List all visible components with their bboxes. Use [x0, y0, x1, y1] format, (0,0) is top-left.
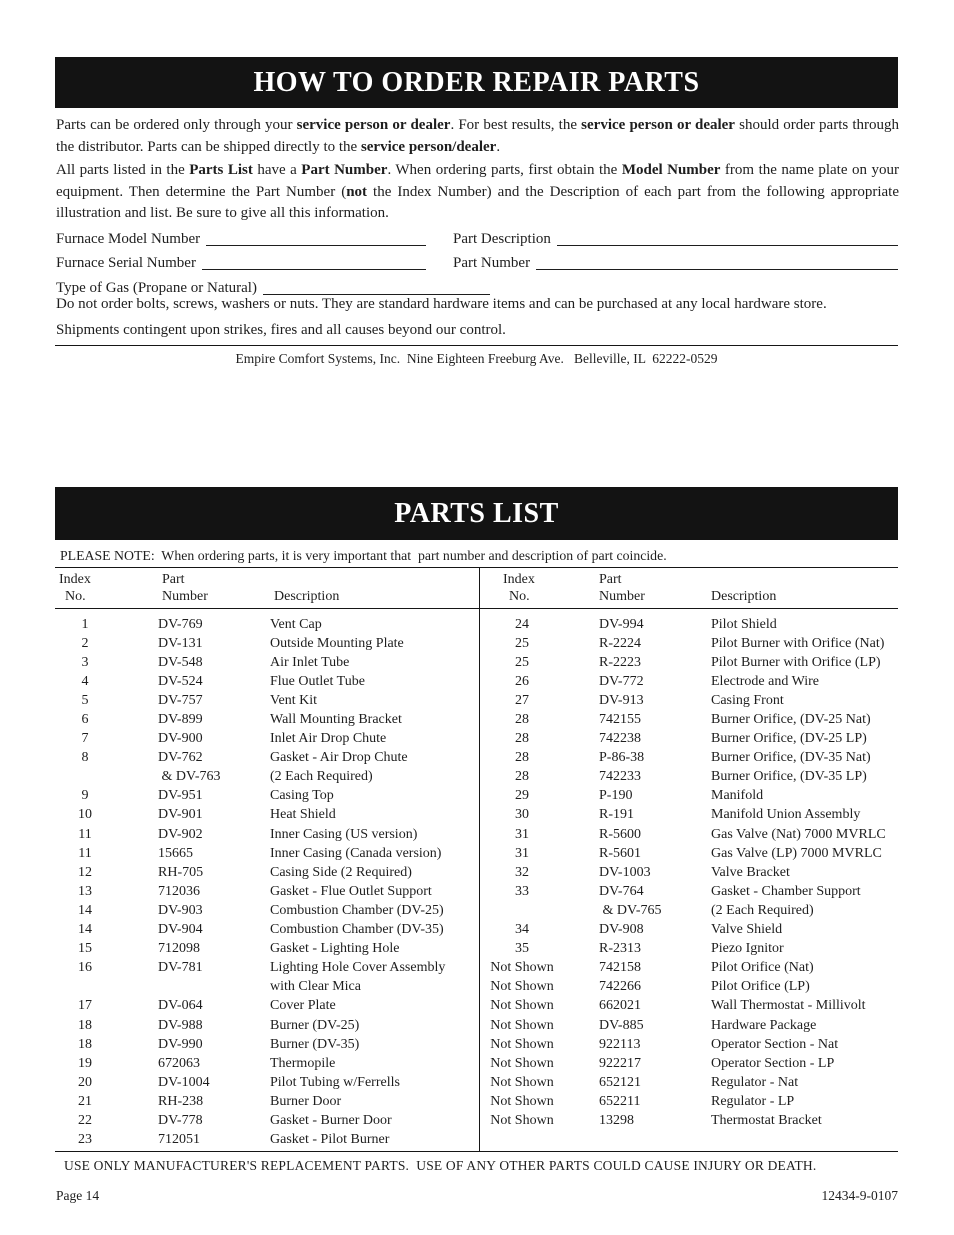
- part-description: Wall Thermostat - Millivolt: [711, 998, 866, 1014]
- parts-row: [55, 825, 479, 844]
- part-index: 9: [81, 788, 89, 804]
- part-index: 25: [515, 654, 529, 670]
- gas-type-blank: [263, 293, 490, 295]
- part-description: Gasket - Burner Door: [270, 1112, 392, 1128]
- parts-row: [480, 634, 898, 653]
- part-number: DV-990: [158, 1036, 203, 1052]
- part-description: Pilot Orifice (LP): [711, 979, 810, 995]
- parts-row: [480, 1073, 898, 1092]
- parts-row: [480, 787, 898, 806]
- part-description: Combustion Chamber (DV-35): [270, 922, 444, 938]
- parts-row: [480, 844, 898, 863]
- part-description: Lighting Hole Cover Assembly: [270, 960, 446, 976]
- replacement-parts-warning: USE ONLY MANUFACTURER'S REPLACEMENT PARTS. USE OF ANY OTHER PARTS COULD CAUSE INJURY OR DEATH.: [64, 1158, 817, 1173]
- parts-row: [55, 1073, 479, 1092]
- part-index: 11: [78, 826, 92, 842]
- part-number: 742155: [599, 712, 641, 728]
- parts-row: [480, 672, 898, 691]
- part-description: Piezo Ignitor: [711, 941, 784, 957]
- part-index: 4: [81, 673, 89, 689]
- part-description: (2 Each Required): [711, 902, 814, 918]
- part-number: R-191: [599, 807, 634, 823]
- part-number: DV-064: [158, 998, 203, 1014]
- part-index: 30: [515, 807, 529, 823]
- parts-row: [480, 1092, 898, 1111]
- intro-paragraph-2: [56, 160, 899, 225]
- parts-row: [480, 768, 898, 787]
- part-number: DV-524: [158, 673, 203, 689]
- part-description-blank: [557, 244, 898, 246]
- parts-row: [480, 730, 898, 749]
- form-row-3: [56, 272, 898, 297]
- part-number: DV-951: [158, 788, 203, 804]
- part-number: DV-903: [158, 902, 203, 918]
- part-number: 712051: [158, 1132, 200, 1148]
- parts-table-left-body: [55, 609, 479, 1150]
- text-segment: service person or dealer: [581, 117, 735, 133]
- parts-row: [55, 787, 479, 806]
- part-index: 21: [78, 1093, 92, 1109]
- part-number: 742233: [599, 769, 641, 785]
- part-description: (2 Each Required): [270, 769, 373, 785]
- part-number: DV-764: [599, 883, 644, 899]
- part-description: Gasket - Lighting Hole: [270, 941, 400, 957]
- parts-row: [480, 863, 898, 882]
- part-description: Combustion Chamber (DV-25): [270, 902, 444, 918]
- parts-row: [55, 997, 479, 1016]
- document-number: 12434-9-0107: [821, 1188, 898, 1203]
- parts-row: [55, 1035, 479, 1054]
- index-header: Index No.: [503, 572, 535, 604]
- parts-row: [55, 806, 479, 825]
- parts-row: [55, 863, 479, 882]
- part-description: Manifold Union Assembly: [711, 807, 861, 823]
- part-description: Vent Cap: [270, 616, 322, 632]
- part-description: Operator Section - Nat: [711, 1036, 839, 1052]
- part-index: 28: [515, 712, 529, 728]
- parts-row: [480, 806, 898, 825]
- part-number: 672063: [158, 1055, 200, 1071]
- part-index: 17: [78, 998, 92, 1014]
- order-form: [56, 223, 898, 297]
- part-number: P-86-38: [599, 750, 645, 766]
- part-number: DV-1003: [599, 864, 651, 880]
- text-segment: . When ordering parts, first obtain the: [387, 162, 622, 178]
- part-number: DV-131: [158, 635, 203, 651]
- part-description: Vent Kit: [270, 692, 318, 708]
- part-index: Not Shown: [490, 998, 554, 1014]
- part-index: 11: [78, 845, 92, 861]
- part-description: Pilot Burner with Orifice (LP): [711, 654, 881, 670]
- gas-type-label: Type of Gas (Propane or Natural): [56, 279, 257, 296]
- parts-row: [480, 710, 898, 729]
- parts-row: [55, 882, 479, 901]
- parts-row: [55, 959, 479, 978]
- part-description: Pilot Orifice (Nat): [711, 960, 814, 976]
- part-description: Inlet Air Drop Chute: [270, 731, 387, 747]
- part-number: DV-762: [158, 750, 203, 766]
- parts-row: [55, 978, 479, 997]
- part-index: 5: [81, 692, 89, 708]
- part-index: 14: [78, 922, 92, 938]
- part-number: 742266: [599, 979, 641, 995]
- part-number: 742238: [599, 731, 641, 747]
- part-index: 14: [78, 902, 92, 918]
- parts-row: [480, 825, 898, 844]
- part-index: 25: [515, 635, 529, 651]
- part-index: 28: [515, 731, 529, 747]
- part-description: Thermopile: [270, 1055, 336, 1071]
- parts-row: [55, 730, 479, 749]
- parts-row: [480, 997, 898, 1016]
- part-number: DV-1004: [158, 1074, 210, 1090]
- part-number: DV-885: [599, 1017, 644, 1033]
- furnace-serial-label: Furnace Serial Number: [56, 255, 196, 272]
- text-segment: .: [496, 138, 501, 155]
- parts-table-left-header: [55, 568, 479, 609]
- description-header: Description: [711, 588, 777, 604]
- parts-row: [55, 749, 479, 768]
- parts-table-right-column: [480, 568, 898, 1151]
- parts-row: [55, 615, 479, 634]
- parts-row: [55, 1016, 479, 1035]
- intro-text: [56, 115, 899, 227]
- part-number: DV-994: [599, 616, 644, 632]
- parts-row: [480, 978, 898, 997]
- part-number: 662021: [599, 998, 641, 1014]
- part-description: Electrode and Wire: [711, 673, 820, 689]
- part-number: DV-757: [158, 692, 203, 708]
- how-to-order-title: HOW TO ORDER REPAIR PARTS: [253, 66, 700, 98]
- part-index: 24: [515, 616, 529, 632]
- part-description: Air Inlet Tube: [270, 654, 350, 670]
- parts-row: [480, 1035, 898, 1054]
- text-segment: have a: [252, 162, 302, 178]
- part-number: DV-901: [158, 807, 203, 823]
- part-number: 13298: [599, 1112, 634, 1128]
- part-number: & DV-763: [158, 769, 221, 785]
- part-number: R-5601: [599, 845, 641, 861]
- part-index: 3: [81, 654, 89, 670]
- part-index: 26: [515, 673, 529, 689]
- text-segment: All parts listed in the: [56, 162, 190, 178]
- part-number-blank: [536, 268, 898, 270]
- parts-list-title: PARTS LIST: [394, 497, 559, 529]
- parts-row: [55, 940, 479, 959]
- part-description: Burner Orifice, (DV-35 LP): [711, 769, 867, 785]
- part-number: RH-705: [158, 864, 204, 880]
- part-description: Manifold: [711, 788, 764, 804]
- part-number: R-5600: [599, 826, 641, 842]
- part-description: Gas Valve (Nat) 7000 MVRLC: [711, 826, 886, 842]
- part-index: Not Shown: [490, 960, 554, 976]
- part-index: 15: [78, 941, 92, 957]
- part-index: 31: [515, 845, 529, 861]
- part-description: Wall Mounting Bracket: [270, 712, 402, 728]
- part-number: P-190: [599, 788, 633, 804]
- part-index: 28: [515, 769, 529, 785]
- part-number-header: Part Number: [162, 572, 208, 604]
- part-index: 33: [515, 883, 529, 899]
- parts-row: [480, 691, 898, 710]
- furnace-model-blank: [206, 244, 426, 246]
- parts-table-right-body: [480, 609, 898, 1131]
- part-number: 652211: [599, 1093, 641, 1109]
- text-segment: from the name plate on your equipment. Then determine the Part Number (: [56, 162, 899, 200]
- part-index: 18: [78, 1017, 92, 1033]
- part-description: Valve Bracket: [711, 864, 790, 880]
- parts-row: [480, 653, 898, 672]
- part-description: Valve Shield: [711, 922, 783, 938]
- parts-row: [55, 1131, 479, 1150]
- parts-row: [480, 921, 898, 940]
- part-number: 712036: [158, 883, 200, 899]
- part-number: 922217: [599, 1055, 641, 1071]
- part-number: DV-778: [158, 1112, 203, 1128]
- part-description: Casing Front: [711, 692, 784, 708]
- parts-row: [480, 940, 898, 959]
- parts-table: [55, 567, 898, 1152]
- part-number: 652121: [599, 1074, 641, 1090]
- part-number: DV-908: [599, 922, 644, 938]
- part-description: Gasket - Pilot Burner: [270, 1132, 390, 1148]
- part-index: 6: [81, 712, 89, 728]
- part-number: DV-900: [158, 731, 203, 747]
- furnace-serial-blank: [202, 268, 426, 270]
- part-description: Burner Orifice, (DV-25 LP): [711, 731, 867, 747]
- parts-row: [55, 768, 479, 787]
- text-segment: Model Number: [621, 162, 721, 178]
- part-description: Burner Orifice, (DV-35 Nat): [711, 750, 871, 766]
- part-number: DV-899: [158, 712, 203, 728]
- part-number: 15665: [158, 845, 193, 861]
- parts-row: [55, 691, 479, 710]
- part-index: 12: [78, 864, 92, 880]
- part-description: Gasket - Air Drop Chute: [270, 750, 408, 766]
- part-number: 712098: [158, 941, 200, 957]
- part-description: Burner Door: [270, 1093, 342, 1109]
- parts-row: [480, 901, 898, 920]
- index-header: Index No.: [59, 572, 91, 604]
- parts-row: [480, 749, 898, 768]
- part-number: DV-781: [158, 960, 203, 976]
- please-note: PLEASE NOTE: When ordering parts, it is very important that part number and description of part coincide.: [60, 548, 667, 563]
- part-number-label: Part Number: [453, 255, 531, 272]
- part-index: 22: [78, 1112, 92, 1128]
- parts-row: [55, 921, 479, 940]
- part-index: Not Shown: [490, 1074, 554, 1090]
- part-number: DV-772: [599, 673, 644, 689]
- part-index: Not Shown: [490, 979, 554, 995]
- part-index: Not Shown: [490, 1055, 554, 1071]
- parts-row: [55, 672, 479, 691]
- part-description: Burner (DV-25): [270, 1017, 360, 1033]
- parts-row: [55, 1111, 479, 1130]
- part-number: 742158: [599, 960, 641, 976]
- form-row-1: [56, 223, 898, 248]
- part-description: Hardware Package: [711, 1017, 817, 1033]
- parts-row: [480, 615, 898, 634]
- parts-row: [480, 882, 898, 901]
- part-description: Gas Valve (LP) 7000 MVRLC: [711, 845, 882, 861]
- part-description: Inner Casing (US version): [270, 826, 418, 842]
- parts-list-banner: [55, 487, 898, 540]
- parts-row: [55, 634, 479, 653]
- part-index: 8: [81, 750, 89, 766]
- how-to-order-banner: [55, 57, 898, 108]
- part-index: 18: [78, 1036, 92, 1052]
- part-index: 35: [515, 941, 529, 957]
- part-description: Pilot Shield: [711, 616, 777, 632]
- text-segment: service person/dealer: [360, 138, 497, 155]
- part-description: Operator Section - LP: [711, 1055, 835, 1071]
- part-number: 922113: [599, 1036, 641, 1052]
- part-description-label: Part Description: [453, 230, 551, 247]
- parts-row: [55, 1054, 479, 1073]
- part-description: Inner Casing (Canada version): [270, 845, 442, 861]
- form-row-2: [56, 248, 898, 273]
- part-description: Flue Outlet Tube: [270, 673, 365, 689]
- part-number: R-2313: [599, 941, 641, 957]
- part-number: DV-548: [158, 654, 203, 670]
- part-index: Not Shown: [490, 1017, 554, 1033]
- part-index: 32: [515, 864, 529, 880]
- parts-row: [480, 1054, 898, 1073]
- description-header: Description: [274, 588, 340, 604]
- parts-row: [55, 1092, 479, 1111]
- text-segment: the Index Number) and the Description of each part from the following appropriate illustration and list. Be sure to give all this information.: [56, 183, 899, 221]
- part-number: DV-913: [599, 692, 644, 708]
- text-segment: not: [346, 183, 368, 200]
- parts-row: [55, 653, 479, 672]
- part-number: R-2223: [599, 654, 641, 670]
- furnace-model-label: Furnace Model Number: [56, 230, 201, 247]
- part-number-header: Part Number: [599, 572, 645, 604]
- part-index: 28: [515, 750, 529, 766]
- text-segment: should order parts through the distributor. Parts can be shipped directly to the: [56, 117, 900, 155]
- shipments-note: Shipments contingent upon strikes, fires and all causes beyond our control.: [56, 322, 506, 338]
- intro-paragraph-1: [56, 115, 899, 158]
- part-description: Heat Shield: [270, 807, 336, 823]
- part-description: Pilot Burner with Orifice (Nat): [711, 635, 885, 651]
- part-number: & DV-765: [599, 902, 662, 918]
- part-index: 27: [515, 692, 529, 708]
- part-description: Regulator - Nat: [711, 1074, 799, 1090]
- text-segment: Part Number: [301, 162, 388, 178]
- part-index: 23: [78, 1132, 92, 1148]
- hardware-note: Do not order bolts, screws, washers or nuts. They are standard hardware items and can be purchased at any local hardware store.: [56, 296, 827, 312]
- part-index: Not Shown: [490, 1093, 554, 1109]
- part-index: 34: [515, 922, 529, 938]
- parts-row: [480, 1016, 898, 1035]
- part-description: Burner (DV-35): [270, 1036, 360, 1052]
- part-number: DV-904: [158, 922, 203, 938]
- part-description: Gasket - Flue Outlet Support: [270, 883, 432, 899]
- parts-row: [55, 901, 479, 920]
- part-description: Thermostat Bracket: [711, 1112, 822, 1128]
- part-index: 19: [78, 1055, 92, 1071]
- part-index: 13: [78, 883, 92, 899]
- part-index: Not Shown: [490, 1036, 554, 1052]
- part-description: Burner Orifice, (DV-25 Nat): [711, 712, 871, 728]
- part-number: RH-238: [158, 1093, 204, 1109]
- part-description: Casing Top: [270, 788, 334, 804]
- text-segment: service person or dealer: [296, 117, 451, 133]
- parts-row: [480, 959, 898, 978]
- part-description: with Clear Mica: [270, 979, 361, 995]
- part-index: 1: [81, 616, 89, 632]
- company-address: Empire Comfort Systems, Inc. Nine Eighteen Freeburg Ave. Belleville, IL 62222-0529: [235, 351, 718, 366]
- part-number: DV-988: [158, 1017, 203, 1033]
- part-description: Regulator - LP: [711, 1093, 795, 1109]
- part-description: Pilot Tubing w/Ferrells: [270, 1074, 400, 1090]
- part-description: Outside Mounting Plate: [270, 635, 404, 651]
- parts-table-left-column: [55, 568, 480, 1151]
- part-number: DV-769: [158, 616, 203, 632]
- part-number: DV-902: [158, 826, 203, 842]
- part-index: 7: [81, 731, 89, 747]
- parts-row: [480, 1111, 898, 1130]
- part-index: Not Shown: [490, 1112, 554, 1128]
- part-index: 2: [81, 635, 89, 651]
- part-index: 16: [78, 960, 92, 976]
- text-segment: Parts can be ordered only through your: [56, 117, 297, 133]
- part-index: 20: [78, 1074, 92, 1090]
- part-index: 31: [515, 826, 529, 842]
- divider-rule: [55, 345, 898, 346]
- text-segment: Parts List: [189, 162, 253, 178]
- part-index: 29: [515, 788, 529, 804]
- part-index: 10: [78, 807, 92, 823]
- part-description: Gasket - Chamber Support: [711, 883, 861, 899]
- text-segment: . For best results, the: [450, 117, 582, 133]
- part-number: R-2224: [599, 635, 641, 651]
- parts-row: [55, 710, 479, 729]
- parts-table-right-header: [480, 568, 898, 609]
- page-number: Page 14: [56, 1188, 100, 1203]
- parts-row: [55, 844, 479, 863]
- part-description: Casing Side (2 Required): [270, 864, 412, 880]
- part-description: Cover Plate: [270, 998, 336, 1014]
